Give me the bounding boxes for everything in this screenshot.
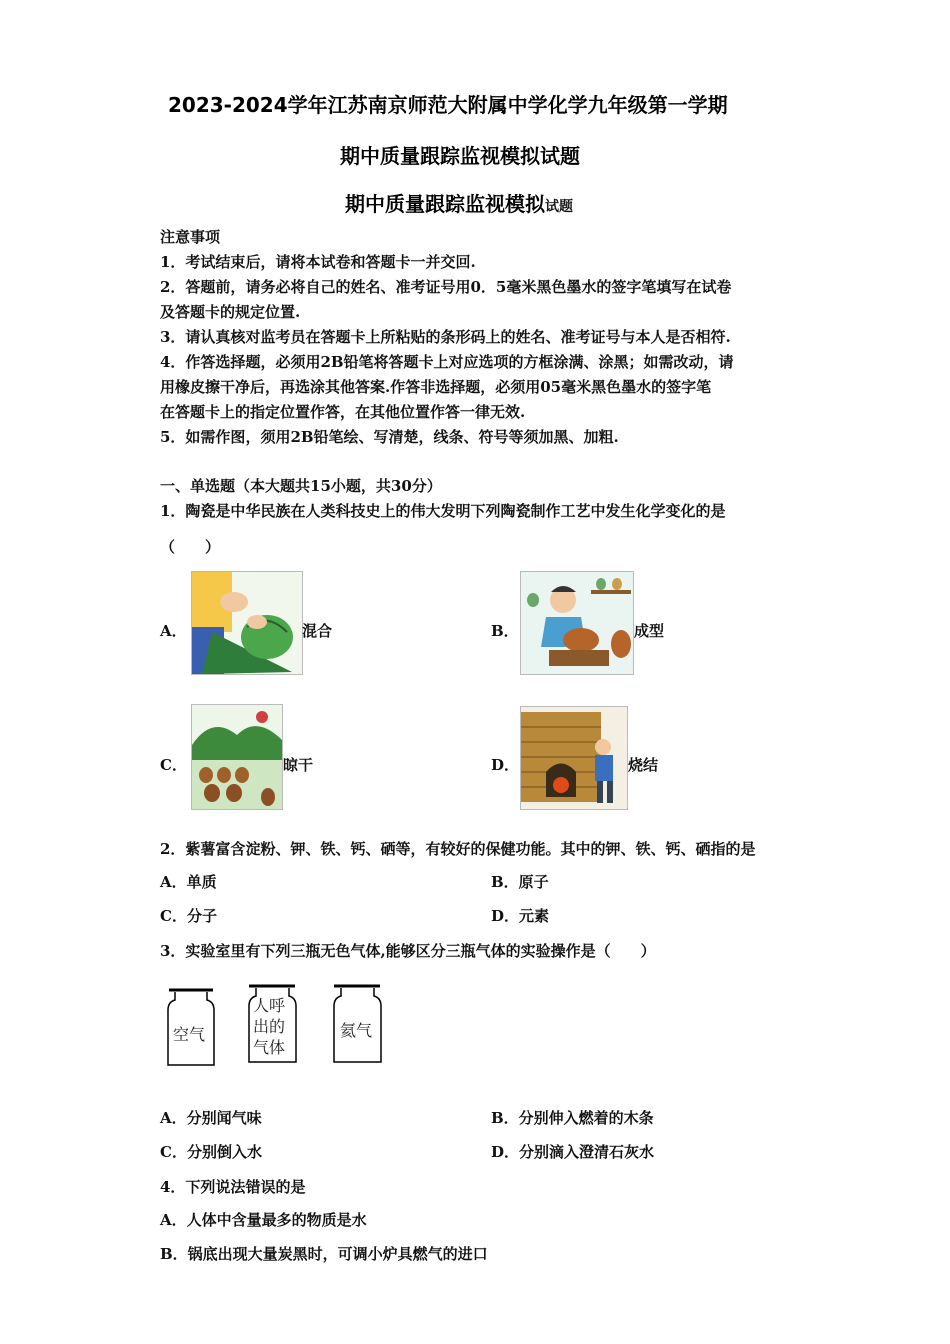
question-1-stem: 1．陶瓷是中华民族在人类科技史上的伟大发明下列陶瓷制作工艺中发生化学变化的是	[160, 502, 726, 520]
notice-line: 1．考试结束后，请将本试卷和答题卡一并交回.	[160, 253, 476, 271]
q3-option-c: C．分别倒入水	[160, 1143, 262, 1161]
notice-line: 及答题卡的规定位置.	[160, 303, 301, 321]
notice-line: 5．如需作图，须用2B铅笔绘、写清楚，线条、符号等须加黑、加粗.	[160, 428, 619, 446]
q1-option-c-label: 晾干	[283, 756, 314, 774]
q1-option-c-letter: C．	[160, 756, 187, 774]
question-2-stem: 2．紫薯富含淀粉、钾、铁、钙、硒等，有较好的保健功能。其中的钾、铁、钙、硒指的是	[160, 840, 756, 858]
q1-option-a-letter: A．	[160, 622, 187, 640]
q1-option-b-letter: B．	[491, 622, 519, 640]
q1-image-mixing	[191, 571, 303, 675]
bottle-label-line-1: 人呼	[253, 996, 286, 1015]
notice-line: 2．答题前，请务必将自己的姓名、准考证号用0．5毫米黑色墨水的签字笔填写在试卷	[160, 278, 732, 296]
notice-line: 3．请认真核对监考员在答题卡上所粘贴的条形码上的姓名、准考证号与本人是否相符.	[160, 328, 731, 346]
q2-option-a: A．单质	[160, 873, 217, 891]
bottle-label-line-3: 气体	[253, 1038, 286, 1057]
q3-option-d: D．分别滴入澄清石灰水	[491, 1143, 655, 1161]
bottle-label-line-2: 出的	[253, 1017, 286, 1036]
q3-option-a: A．分别闻气味	[160, 1109, 262, 1127]
q1-option-b-label: 成型	[634, 622, 665, 640]
q2-option-c: C．分子	[160, 907, 217, 925]
notice-line: 4．作答选择题，必须用2B铅笔将答题卡上对应选项的方框涂满、涂黑；如需改动，请	[160, 353, 734, 371]
page-subtitle: 期中质量跟踪监视模拟试题	[340, 144, 580, 168]
notice-heading: 注意事项	[160, 228, 221, 246]
notice-line: 用橡皮擦干净后，再选涂其他答案.作答非选择题，必须用05毫米黑色墨水的签字笔	[160, 378, 712, 396]
bottle-helium	[334, 986, 381, 1062]
bottle-air	[168, 990, 214, 1065]
q1-option-d-letter: D．	[491, 756, 520, 774]
q2-option-b: B．原子	[491, 873, 549, 891]
subtitle-small: 试题	[545, 199, 573, 215]
q4-option-b: B．锅底出现大量炭黑时，可调小炉具燃气的进口	[160, 1245, 488, 1263]
q3-gas-bottles	[160, 980, 400, 1070]
bottle-label-helium: 氦气	[340, 1021, 373, 1040]
q2-option-d: D．元素	[491, 907, 550, 925]
q1-option-a-label: 混合	[302, 622, 333, 640]
question-1-paren: （ ）	[160, 538, 221, 556]
bottle-exhaled-gas	[249, 986, 296, 1062]
question-4-stem: 4．下列说法错误的是	[160, 1178, 306, 1196]
question-3-stem: 3．实验室里有下列三瓶无色气体,能够区分三瓶气体的实验操作是（ ）	[160, 942, 656, 960]
q1-image-sintering	[520, 706, 628, 810]
notice-line: 在答题卡上的指定位置作答，在其他位置作答一律无效.	[160, 403, 526, 421]
page-title: 2023-2024学年江苏南京师范大附属中学化学九年级第一学期	[168, 93, 728, 117]
section-heading: 一、单选题（本大题共15小题，共30分）	[160, 477, 442, 495]
q1-option-d-label: 烧结	[628, 756, 659, 774]
page-subtitle-2	[345, 188, 573, 217]
q3-option-b: B．分别伸入燃着的木条	[491, 1109, 654, 1127]
q1-image-drying	[191, 704, 283, 810]
q1-image-shaping	[520, 571, 634, 675]
bottle-label-air: 空气	[173, 1025, 206, 1044]
q4-option-a: A．人体中含量最多的物质是水	[160, 1211, 367, 1229]
subtitle-main: 期中质量跟踪监视模拟	[345, 192, 545, 216]
